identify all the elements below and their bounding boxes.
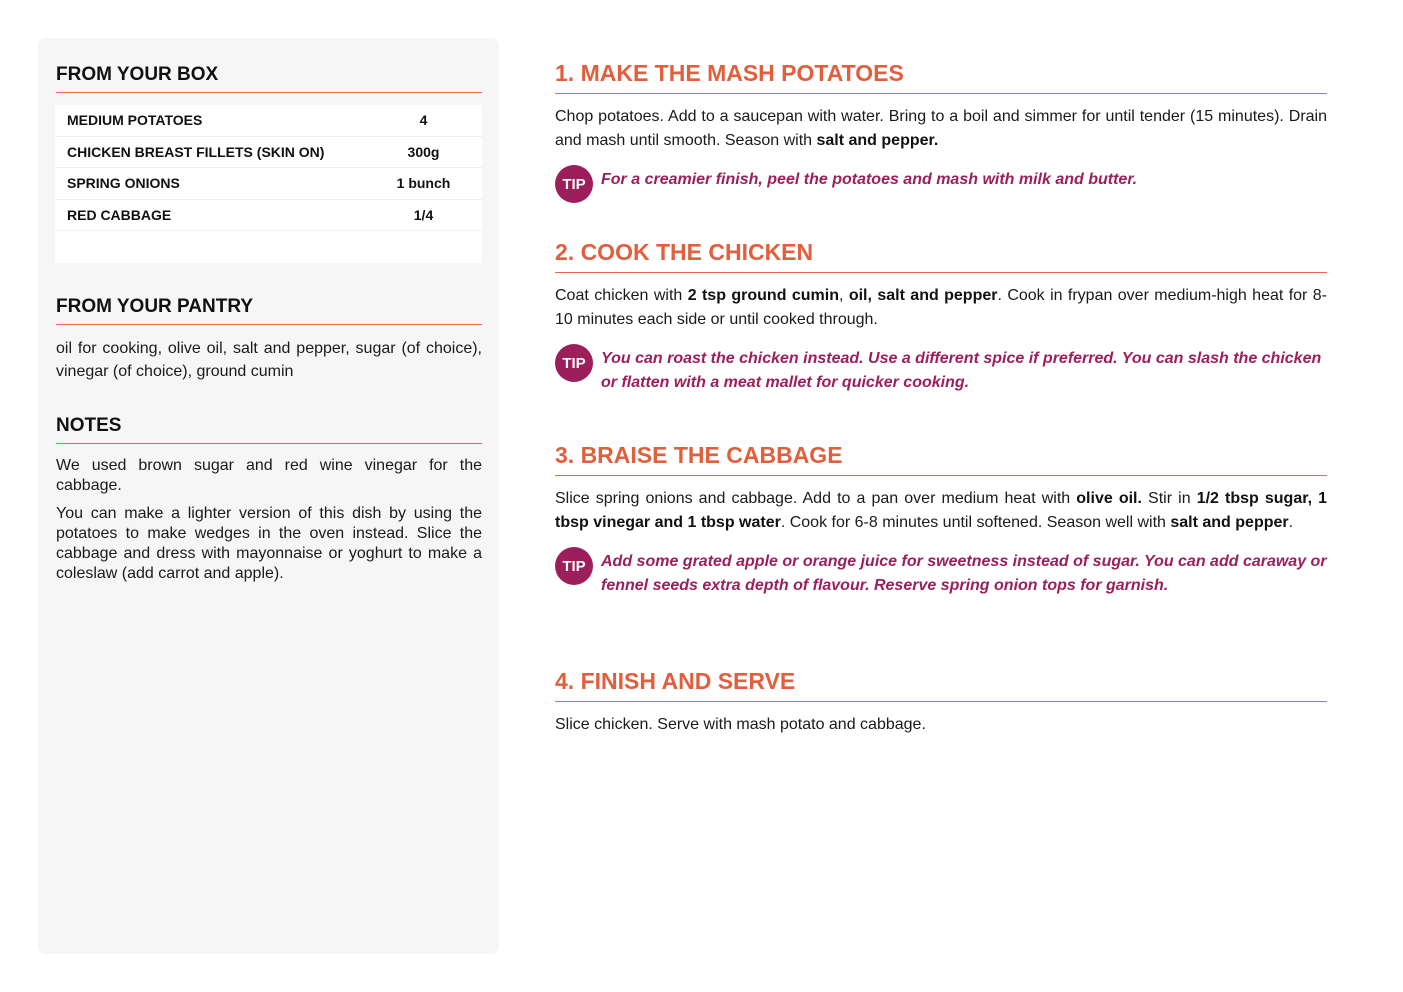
box-ingredients-table bbox=[55, 105, 482, 263]
bold-text: 2 tsp ground cumin bbox=[687, 287, 839, 304]
ingredient-name: MEDIUM POTATOES bbox=[67, 112, 203, 129]
ingredients-sidebar bbox=[38, 38, 499, 954]
text-run: Chop potatoes. Add to a saucepan with water. Bring to a boil and simmer for until tender (15 minutes). Drain and mash until smooth. Season with bbox=[555, 108, 1327, 149]
text-run: , bbox=[838, 287, 849, 304]
bold-text: salt and pepper. bbox=[816, 131, 939, 149]
ingredient-qty: 1 bunch bbox=[396, 175, 451, 192]
pantry-text: oil for cooking, olive oil, salt and pepper, sugar (of choice), vinegar (of choice), ground cumin bbox=[56, 340, 482, 380]
text-run: Stir in bbox=[1141, 490, 1197, 507]
table-row bbox=[55, 105, 482, 137]
text-run: . bbox=[1288, 513, 1294, 531]
tip-badge: TIP bbox=[555, 547, 593, 585]
tip bbox=[555, 168, 1327, 203]
text-run: . Cook for 6-8 minutes until softened. Season well with bbox=[780, 513, 1171, 531]
ingredient-qty: 300g bbox=[407, 143, 440, 160]
step-body bbox=[555, 487, 1327, 534]
step-title: 1. MAKE THE MASH POTATOES bbox=[555, 60, 1327, 94]
tip bbox=[555, 347, 1327, 394]
bold-text: salt and pepper bbox=[1170, 513, 1289, 531]
ingredient-qty: 4 bbox=[419, 112, 428, 129]
text-run: Slice chicken. Serve with mash potato and cabbage. bbox=[555, 716, 926, 733]
tip-text: For a creamier finish, peel the potatoes and mash with milk and butter. bbox=[601, 171, 1138, 188]
table-row bbox=[55, 200, 482, 232]
ingredient-name: CHICKEN BREAST FILLETS (SKIN ON) bbox=[67, 143, 325, 160]
text-run: Coat chicken with bbox=[555, 287, 688, 304]
tip-text: You can roast the chicken instead. Use a different spice if preferred. You can slash the chicken or flatten with a meat mallet for quicker cooking. bbox=[601, 350, 1322, 391]
bold-text: oil, salt and pepper bbox=[848, 287, 998, 304]
step-body bbox=[555, 105, 1327, 152]
ingredient-name: SPRING ONIONS bbox=[67, 175, 180, 192]
bold-text: olive oil. bbox=[1076, 490, 1142, 507]
step-title: 3. BRAISE THE CABBAGE bbox=[555, 442, 1327, 476]
ingredient-name: RED CABBAGE bbox=[67, 207, 172, 224]
bold-text: 1/2 tbsp sugar, 1 tbsp vinegar and 1 tbsp water bbox=[555, 490, 1328, 531]
step-body bbox=[555, 713, 1327, 737]
notes-body bbox=[56, 456, 482, 592]
step-body bbox=[555, 284, 1327, 331]
tip-badge: TIP bbox=[555, 165, 593, 203]
pantry-heading: FROM YOUR PANTRY bbox=[56, 296, 482, 325]
ingredient-qty: 1/4 bbox=[413, 207, 434, 224]
text-run: Slice spring onions and cabbage. Add to a pan over medium heat with bbox=[555, 490, 1077, 507]
text-run: . Cook in frypan over medium-high heat for 8-10 minutes each side or until cooked through. bbox=[555, 287, 1327, 328]
tip bbox=[555, 550, 1327, 597]
note-paragraph: We used brown sugar and red wine vinegar for the cabbage. bbox=[56, 457, 482, 494]
tip-text: Add some grated apple or orange juice for sweetness instead of sugar. You can add caraway or fennel seeds extra depth of flavour. Reserve spring onion tops for garnish. bbox=[601, 553, 1327, 594]
step-title: 4. FINISH AND SERVE bbox=[555, 668, 1327, 702]
step-4 bbox=[555, 668, 1327, 737]
table-row bbox=[55, 168, 482, 200]
step-title: 2. COOK THE CHICKEN bbox=[555, 239, 1327, 273]
step-3 bbox=[555, 442, 1327, 597]
tip-badge: TIP bbox=[555, 344, 593, 382]
note-paragraph: You can make a lighter version of this dish by using the potatoes to make wedges in the oven instead. Slice the cabbage and dress with mayonnaise or yoghurt to make a coleslaw (add carrot and apple). bbox=[56, 505, 482, 582]
notes-heading: NOTES bbox=[56, 415, 482, 444]
step-1 bbox=[555, 60, 1327, 203]
table-row bbox=[55, 137, 482, 169]
box-heading: FROM YOUR BOX bbox=[56, 64, 482, 93]
step-2 bbox=[555, 239, 1327, 394]
